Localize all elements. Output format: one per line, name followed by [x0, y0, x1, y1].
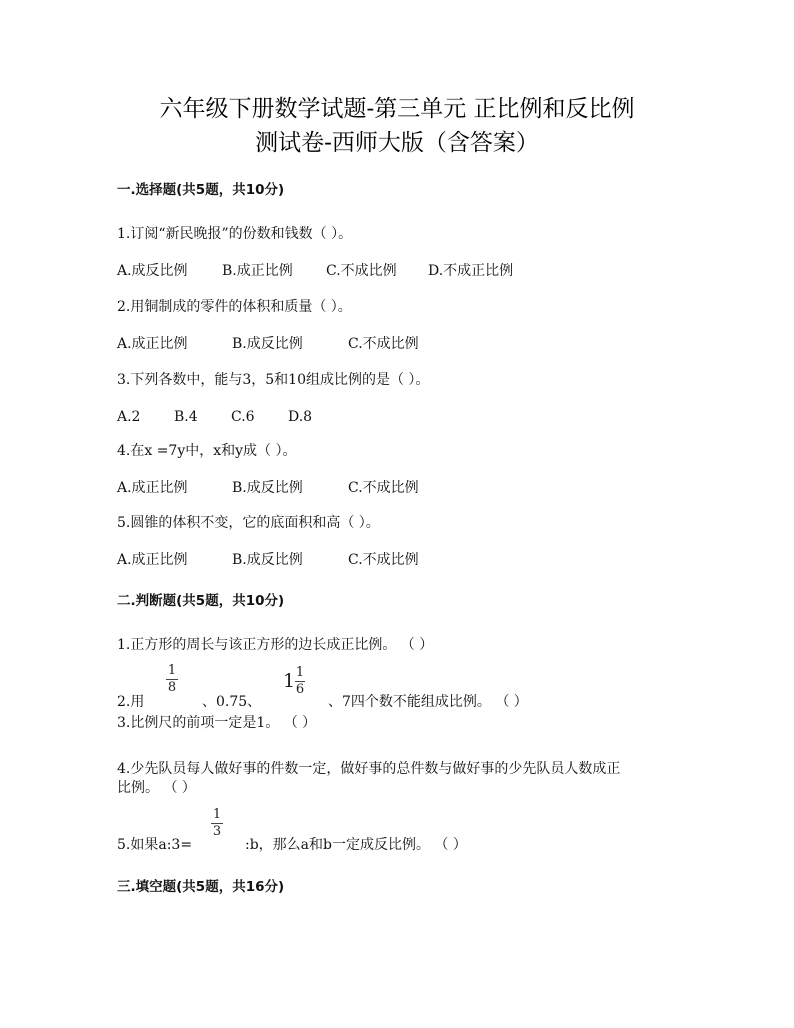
judge-q4-line1: 4.少先队员每人做好事的件数一定，做好事的总件数与做好事的少先队员人数成正 [117, 761, 621, 777]
q4-option-b[interactable]: B.成反比例 [232, 480, 303, 496]
q3-option-c[interactable]: C.6 [231, 409, 255, 425]
q1-option-a[interactable]: A.成反比例 [117, 263, 188, 279]
section3-header: 三.填空题(共5题，共16分) [117, 879, 285, 895]
judge-q2-mixed-fraction [295, 666, 305, 697]
judge-q2-mixed-whole: 1 [283, 670, 296, 692]
judge-q5-fraction [211, 808, 223, 839]
q1-option-c[interactable]: C.不成比例 [326, 263, 397, 279]
q5-option-c[interactable]: C.不成比例 [348, 552, 419, 568]
q2-option-c[interactable]: C.不成比例 [348, 336, 419, 352]
fraction-denominator: 3 [212, 824, 222, 839]
fraction-numerator: 1 [212, 807, 222, 822]
judge-q5-prefix: 5.如果a:3= [117, 837, 193, 853]
judge-q3-text: 3.比例尺的前项一定是1。 （ ） [117, 715, 317, 731]
judge-q2-fraction [166, 664, 178, 695]
judge-q1-text: 1.正方形的周长与该正方形的边长成正比例。 （ ） [117, 637, 434, 653]
doc-title-line2: 测试卷-西师大版（含答案） [255, 130, 539, 156]
doc-title-line1: 六年级下册数学试题-第三单元 正比例和反比例 [159, 96, 635, 122]
q4-option-a[interactable]: A.成正比例 [117, 480, 188, 496]
q5-option-a[interactable]: A.成正比例 [117, 552, 188, 568]
q2-option-a[interactable]: A.成正比例 [117, 336, 188, 352]
judge-q2-suffix: 、7四个数不能组成比例。 （ ） [328, 694, 528, 710]
section2-header: 二.判断题(共5题，共10分) [117, 593, 285, 609]
q5-text: 5.圆锥的体积不变，它的底面积和高（ ）。 [117, 515, 380, 531]
q3-option-a[interactable]: A.2 [117, 409, 141, 425]
q3-option-d[interactable]: D.8 [288, 409, 313, 425]
q4-text: 4.在x =7y中，x和y成（ ）。 [117, 443, 297, 459]
q2-text: 2.用铜制成的零件的体积和质量（ ）。 [117, 299, 352, 315]
judge-q2-prefix: 2.用 [117, 694, 145, 710]
judge-q4-line2: 比例。 （ ） [117, 780, 196, 796]
q2-option-b[interactable]: B.成反比例 [232, 336, 303, 352]
q1-option-d[interactable]: D.不成正比例 [428, 263, 514, 279]
judge-q2-middle: 、0.75、 [202, 694, 262, 710]
q4-option-c[interactable]: C.不成比例 [348, 480, 419, 496]
q1-text: 1.订阅“新民晚报”的份数和钱数（ ）。 [117, 226, 353, 242]
fraction-numerator: 1 [167, 663, 177, 678]
judge-q5-suffix: :b，那么a和b一定成反比例。 （ ） [245, 837, 467, 853]
fraction-denominator: 8 [167, 680, 177, 695]
fraction-denominator: 6 [295, 682, 305, 697]
q1-option-b[interactable]: B.成正比例 [222, 263, 293, 279]
section1-header: 一.选择题(共5题，共10分) [117, 182, 285, 198]
fraction-numerator: 1 [295, 665, 305, 680]
q3-text: 3.下列各数中，能与3，5和10组成比例的是（ ）。 [117, 372, 430, 388]
q5-option-b[interactable]: B.成反比例 [232, 552, 303, 568]
q3-option-b[interactable]: B.4 [174, 409, 198, 425]
